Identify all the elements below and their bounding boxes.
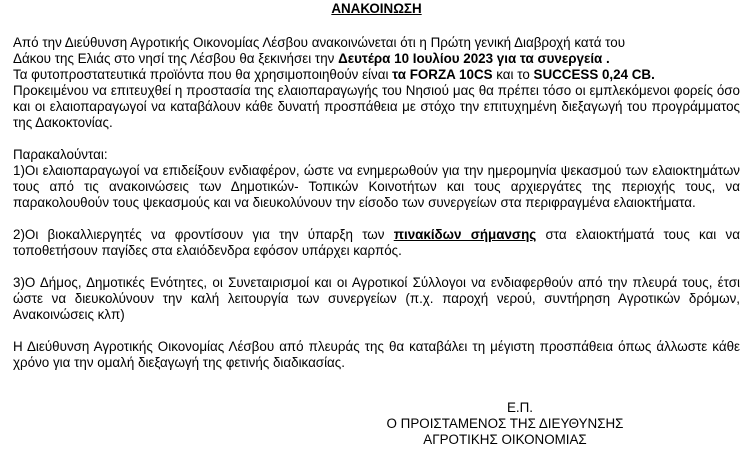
item-1: 1)Οι ελαιοπαραγωγοί να επιδείξουν ενδιαφέρον, ώστε να ενημερωθούν για την ημερομηνία ψεκασμού των ελαιοκτημάτων τους από τις ανακοινώσεις των Δημοτικών- Τοπικών Κοινοτήτων και τους αρχιεργάτες της περιοχής τους, να παρακολουθούν τους ψεκασμούς και να διευκολύνουν την είσοδο των συνεργείων στα περιφραγμένα ελαιοκτήματα. bbox=[13, 163, 740, 210]
intro-line-3 bbox=[13, 67, 740, 83]
intro-text: Δάκου της Ελιάς στο νησί της Λέσβου θα ξεκινήσει την bbox=[13, 51, 339, 66]
signature-title: Ο ΠΡΟΙΣΤΑΜΕΝΟΣ ΤΗΣ ΔΙΕΥΘΥΝΣΗΣ bbox=[386, 416, 624, 431]
spacer bbox=[13, 259, 740, 275]
product-success: SUCCESS 0,24 CB. bbox=[533, 67, 655, 82]
intro-line-1: Από την Διεύθυνση Αγροτικής Οικονομίας Λέσβου ανακοινώνεται ότι η Πρώτη γενική Διαβροχή κατά του bbox=[13, 35, 626, 50]
intro-text: Τα φυτοπροστατευτικά προϊόντα που θα χρησιμοποιηθούν είναι bbox=[13, 67, 393, 82]
spacer bbox=[13, 323, 740, 339]
signature-department: ΑΓΡΟΤΙΚΗΣ ΟΙΚΟΝΟΜΙΑΣ bbox=[423, 432, 587, 447]
document bbox=[13, 0, 740, 371]
spacer bbox=[13, 211, 740, 227]
spacer bbox=[13, 17, 740, 35]
request-heading: Παρακαλούνται: bbox=[13, 147, 108, 162]
document-title: ΑΝΑΚΟΙΝΩΣΗ bbox=[331, 1, 422, 16]
signature-ep: Ε.Π. bbox=[506, 400, 534, 415]
item-2-text: 2)Οι βιοκαλλιεργητές να φροντίσουν για την ύπαρξη των bbox=[13, 227, 394, 242]
intro-line-2 bbox=[13, 51, 740, 67]
product-forza: τα FORZA 10CS bbox=[392, 67, 493, 82]
intro-text: και το bbox=[492, 67, 534, 82]
closing-paragraph: Η Διεύθυνση Αγροτικής Οικονομίας Λέσβου από πλευράς της θα καταβάλει τη μέγιστη προσπάθεια όπως άλλωστε κάθε χρόνο για την ομαλή διεξαγωγή της φετινής διαδικασίας. bbox=[13, 339, 740, 370]
spacer bbox=[13, 131, 740, 147]
item-2-text: στα ελαιοκτήματά τους και να τοποθετήσουν παγίδες στα ελαιόδενδρα εφόσον υπάρχει καρπός. bbox=[13, 227, 740, 258]
signage-text: πινακίδων σήμανσης bbox=[393, 227, 537, 242]
item-3: 3)Ο Δήμος, Δημοτικές Ενότητες, οι Συνεταιρισμοί και οι Αγροτικοί Σύλλογοι να ενδιαφερθούν από την πλευρά τους, έτσι ώστε να διευκολύνουν την καλή λειτουργία των συνεργείων (π.χ. παροχή νερού, συντήρηση Αγροτικών δρόμων, Ανακοινώσεις κλπ) bbox=[13, 275, 740, 322]
intro-paragraph: Προκειμένου να επιτευχθεί η προστασία της ελαιοπαραγωγής του Νησιού μας θα πρέπει τόσο οι εμπλεκόμενοι φορείς όσο και οι ελαιοπαραγωγοί να καταβάλουν κάθε δυνατή προσπάθεια με στόχο την επιτυχημένη διεξαγωγή του προγράμματος της Δακοκτονίας. bbox=[13, 83, 740, 130]
item-2 bbox=[13, 227, 740, 259]
start-date: Δευτέρα 10 Ιουλίου 2023 για τα συνεργεία . bbox=[338, 51, 610, 66]
